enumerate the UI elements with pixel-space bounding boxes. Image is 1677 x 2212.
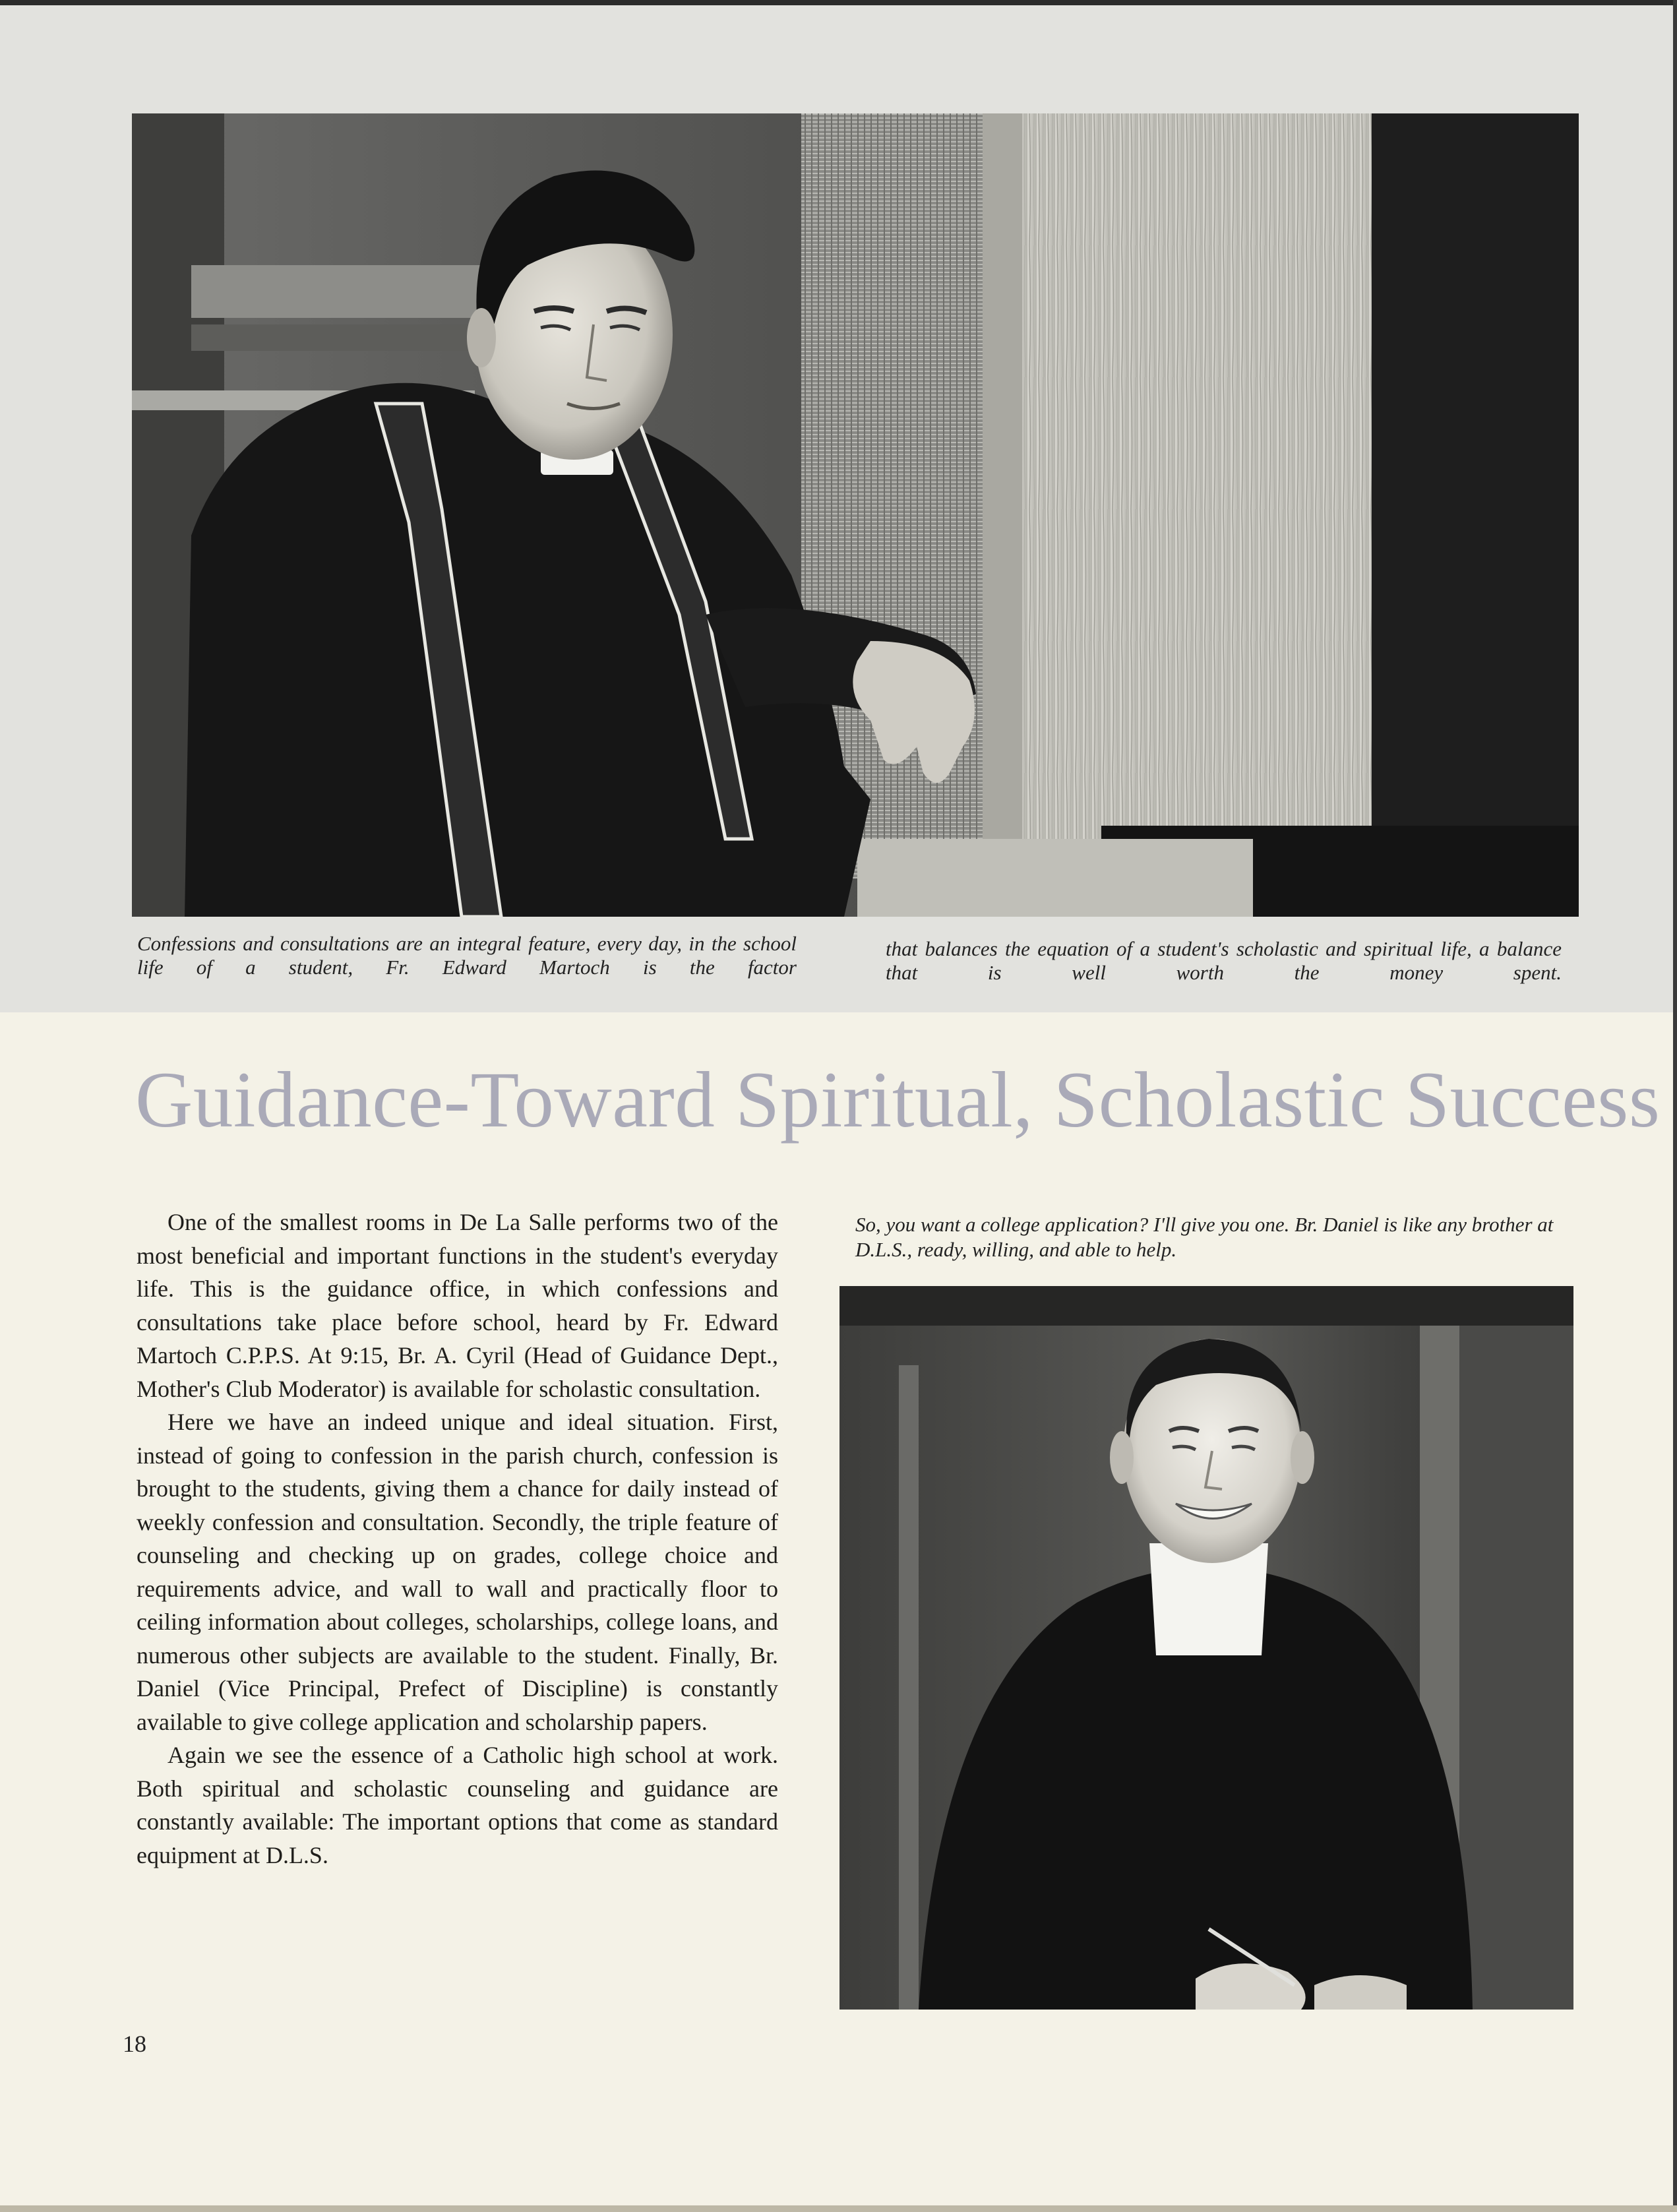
article-paragraph: Here we have an indeed unique and ideal situation. First, instead of going to confession in the parish church, confession is brought to the students, giving them a chance for daily instead of weekly confession and consultation. Secondly, the triple feature of counseling and checking up on grades, college choice and requirements advice, and wall to wall and practically floor to ceiling information about colleges, scholarships, college loans, and numerous other subjects are available to the student. Finally, Br. Daniel (Vice Principal, Prefect of Discipline) is constantly available to give college application and scholarship papers. bbox=[137, 1409, 778, 1735]
scan-edge bbox=[1673, 0, 1677, 2212]
page-number: 18 bbox=[123, 2031, 146, 2057]
scan-edge bbox=[0, 2205, 1677, 2212]
photo-priest-confessional bbox=[132, 113, 1579, 917]
photo-priest-image bbox=[132, 113, 1579, 917]
photo-brother-image bbox=[839, 1286, 1573, 2010]
caption-photo-brother: So, you want a college application? I'll give you one. Br. Daniel is like any brother at D.L.S., ready, willing, and able to help. bbox=[855, 1213, 1554, 1261]
photo-brother-daniel bbox=[839, 1286, 1573, 2010]
page-headline: Guidance-Toward Spiritual, Scholastic Success bbox=[135, 1056, 1661, 1144]
caption-top-left: Confessions and consultations are an integral feature, every day, in the school life of a student, Fr. Edward Martoch is the factor bbox=[137, 932, 797, 979]
article-paragraph: One of the smallest rooms in De La Salle performs two of the most beneficial and important functions in the student's everyday life. This is the guidance office, in which confessions and consultations take place before school, heard by Fr. Edward Martoch C.P.P.S. At 9:15, Br. A. Cyril (Head of Guidance Dept., Mother's Club Moderator) is available for scholastic consultation. bbox=[137, 1209, 778, 1402]
article-body bbox=[137, 1206, 778, 1872]
article-paragraph: Again we see the essence of a Catholic high school at work. Both spiritual and scholastic counseling and guidance are constantly available: The important options that come as standard equipment at D.L.S. bbox=[137, 1742, 778, 1868]
caption-top-right: that balances the equation of a student's scholastic and spiritual life, a balance that is well worth the money spent. bbox=[886, 937, 1562, 984]
scan-edge bbox=[0, 0, 1677, 5]
